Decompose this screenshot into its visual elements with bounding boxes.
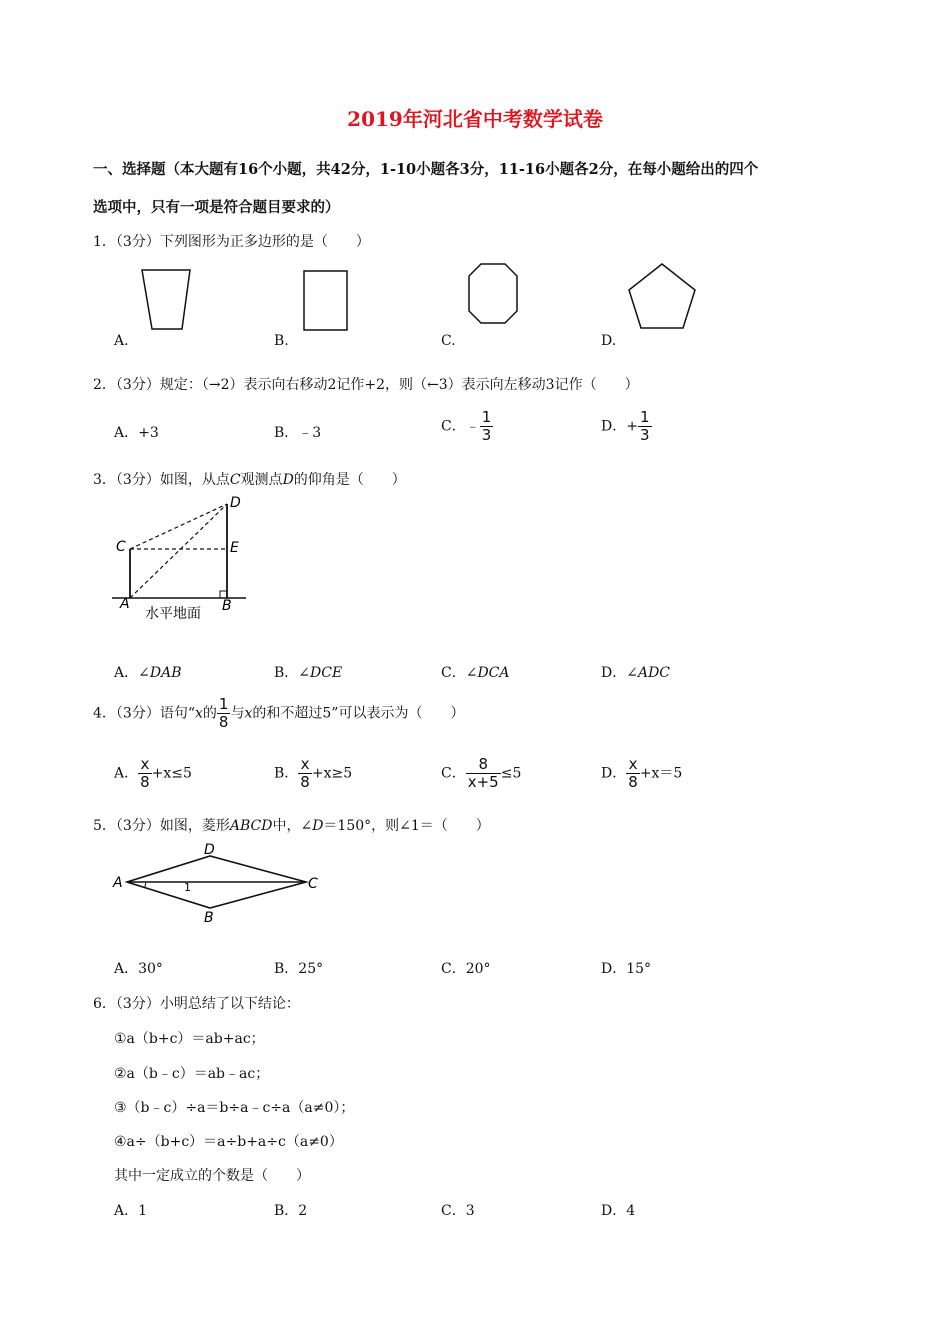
question-number: 1． <box>93 234 116 250</box>
label-a: A <box>120 596 130 612</box>
section-heading-line1: 一、选择题（本大题有16个小题，共42分，1-10小题各3分，11-16小题各2分，在每小题给出的四个 <box>93 161 759 178</box>
question-score: （3分） <box>115 234 160 250</box>
fraction: $\frac{x}{8}$ <box>140 755 150 791</box>
q1-figure-pentagon <box>626 262 700 332</box>
q6-question: 其中一定成立的个数是（ ） <box>114 1168 310 1184</box>
question-5: 5．（3分）如图，菱形ABCD中，∠D＝150°，则∠1＝（ ） <box>93 818 490 834</box>
q3-option-d: D．∠ADC <box>601 665 671 681</box>
q5-figure-rhombus <box>110 838 325 926</box>
q6-option-b: B．2 <box>274 1203 308 1219</box>
q3-option-c: C．∠DCA <box>441 665 510 681</box>
q5-option-b: B．25° <box>274 961 324 977</box>
q1-figure-octagon <box>467 262 523 328</box>
q4-option-d: D． $\frac{x}{8}$ +x＝5 <box>601 755 683 791</box>
label-b: B <box>204 910 214 926</box>
question-number: 2． <box>93 377 116 393</box>
fraction: $\frac{x}{8}$ <box>300 755 310 791</box>
fraction: $\frac{1}{3}$ <box>481 408 492 444</box>
q4-option-a: A． $\frac{x}{8}$ +x≤5 <box>114 755 192 791</box>
question-6: 6．（3分）小明总结了以下结论： <box>93 996 300 1012</box>
question-1 <box>93 231 370 251</box>
q1-figure-trapezoid <box>140 268 200 332</box>
question-3: 3．（3分）如图，从点C观测点D的仰角是（ ） <box>93 472 406 488</box>
q3-option-a: A．∠DAB <box>114 665 182 681</box>
page-title: 2019年河北省中考数学试卷 <box>347 107 603 131</box>
q6-option-d: D．4 <box>601 1203 636 1219</box>
q5-option-c: C．20° <box>441 961 491 977</box>
q4-option-b: B． $\frac{x}{8}$ +x≥5 <box>274 755 353 791</box>
q6-option-c: C．3 <box>441 1203 475 1219</box>
fraction: $\frac{1}{8}$ <box>218 695 229 731</box>
question-score: （3分） <box>115 377 160 393</box>
label-d: D <box>230 495 241 511</box>
q4-option-c: C． $\frac{8}{x+5}$ ≤5 <box>441 755 522 791</box>
q1-option-d: D. <box>601 333 617 349</box>
q5-option-d: D．15° <box>601 961 652 977</box>
label-c: C <box>116 539 126 555</box>
q6-option-a: A．1 <box>114 1203 148 1219</box>
question-2 <box>93 374 639 394</box>
fraction: $\frac{x}{8}$ <box>628 755 638 791</box>
q6-statement-3: ③（b﹣c）÷a＝b÷a﹣c÷a（a≠0）； <box>114 1100 355 1116</box>
label-c: C <box>308 876 318 892</box>
q2-option-a: A．+3 <box>114 425 159 441</box>
question-stem: 规定：（→2）表示向右移动2记作+2，则（←3）表示向左移动3记作（ ） <box>159 377 639 393</box>
label-d: D <box>204 842 215 858</box>
label-e: E <box>230 540 239 556</box>
q2-option-d: D．+ $\frac{1}{3}$ <box>601 408 650 444</box>
label-a: A <box>113 875 123 891</box>
label-b: B <box>222 598 232 614</box>
q5-option-a: A．30° <box>114 961 163 977</box>
q6-statement-1: ①a（b+c）＝ab+ac； <box>114 1031 265 1047</box>
q1-option-b: B. <box>274 333 289 349</box>
q1-figure-rectangle <box>302 270 350 332</box>
q6-statement-4: ④a÷（b+c）＝a÷b+a÷c（a≠0） <box>114 1134 343 1150</box>
q2-option-b: B．﹣3 <box>274 425 322 441</box>
q3-figure-elevation <box>110 490 250 625</box>
q6-statement-2: ②a（b﹣c）＝ab﹣ac； <box>114 1066 270 1082</box>
q1-option-c: C. <box>441 333 456 349</box>
q1-option-a: A. <box>114 333 129 349</box>
ground-label: 水平地面 <box>145 606 201 622</box>
question-stem: 下列图形为正多边形的是（ ） <box>159 234 370 250</box>
question-4: 4．（3分）语句“x的 $\frac{1}{8}$ 与x的和不超过5”可以表示为（ ） <box>93 695 465 731</box>
label-angle-1: 1 <box>184 881 191 894</box>
section-heading-line2: 选项中，只有一项是符合题目要求的） <box>93 199 340 216</box>
fraction: $\frac{1}{3}$ <box>639 408 650 444</box>
q2-option-c: C．﹣ $\frac{1}{3}$ <box>441 408 492 444</box>
q3-option-b: B．∠DCE <box>274 665 343 681</box>
fraction: $\frac{8}{x+5}$ <box>467 755 499 791</box>
